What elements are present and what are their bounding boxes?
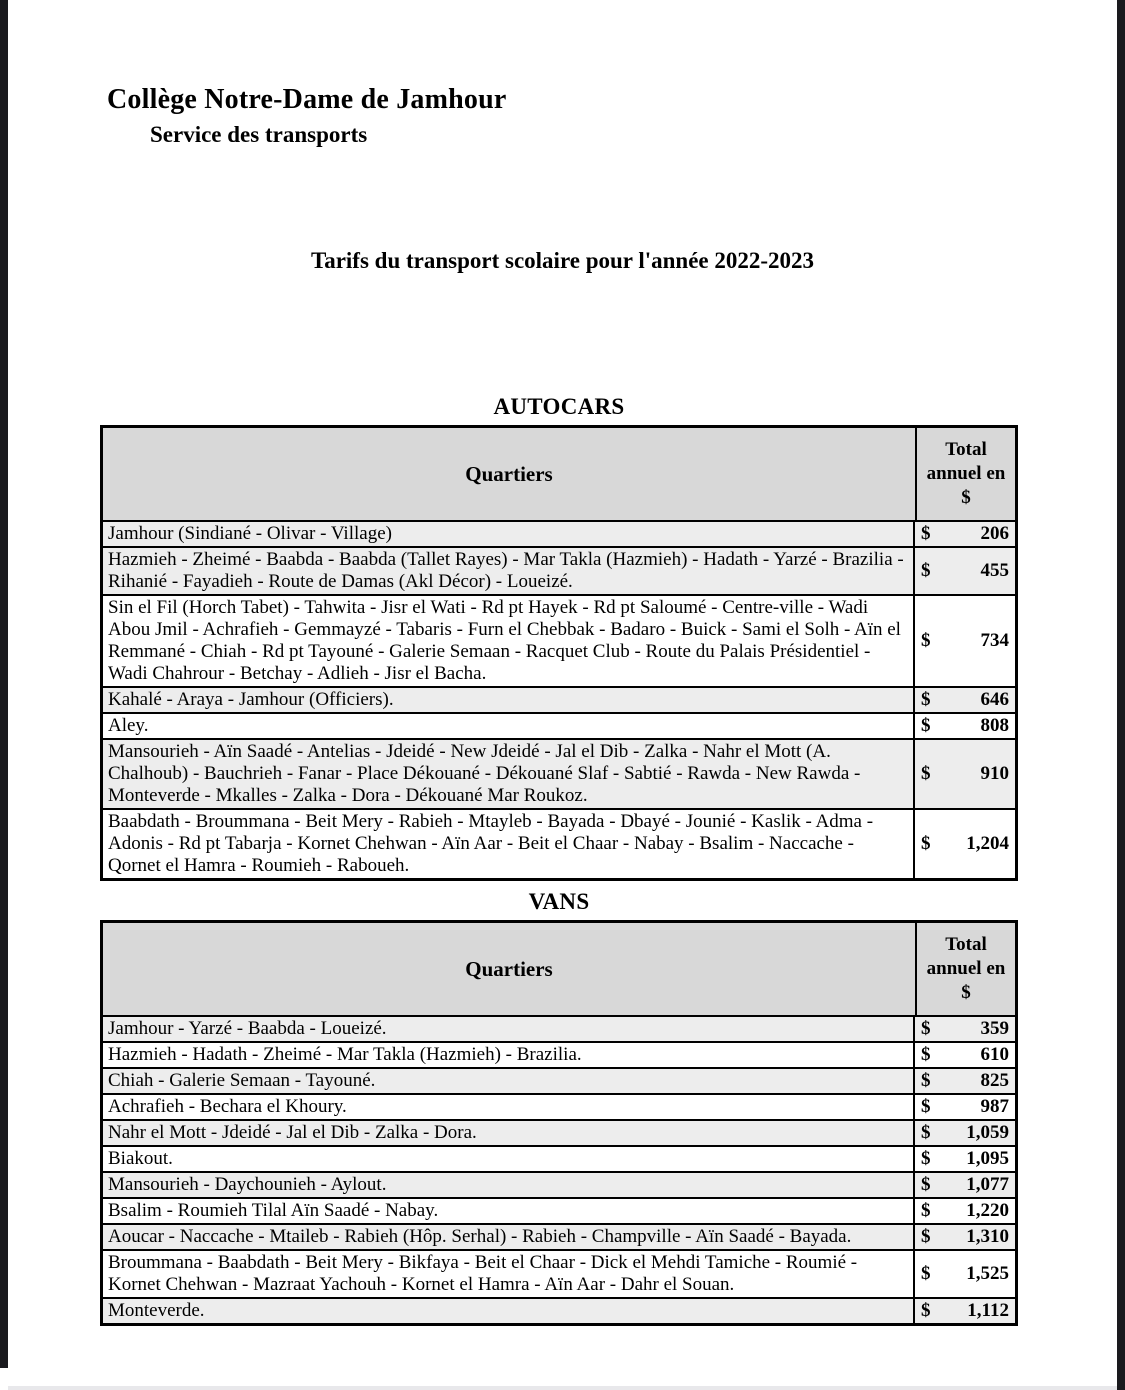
quartiers-cell: Jamhour (Sindiané - Olivar - Village) (108, 523, 392, 544)
table-header-row (103, 923, 1015, 1015)
table-row (103, 1297, 1015, 1323)
table-row (103, 1015, 1015, 1041)
table-row (103, 1171, 1015, 1197)
amount-value: 646 (980, 689, 1009, 710)
currency-symbol: $ (921, 1200, 931, 1221)
amount-value: 1,525 (966, 1263, 1009, 1284)
currency-symbol: $ (921, 1096, 931, 1117)
price-cell (913, 688, 1015, 712)
amount-value: 1,310 (966, 1226, 1009, 1247)
vans-section (100, 889, 1018, 1326)
quartiers-cell: Biakout. (108, 1148, 173, 1169)
quartiers-cell: Sin el Fil (Horch Tabet) - Tahwita - Jisr el Wati - Rd pt Hayek - Rd pt Saloumé - Centre-ville - Wadi Abou Jmil - Achrafieh - Gemmayzé - Tabaris - Furn el Chebbak - Badaro - Buick - Sami el Solh - Aïn el Remmané - Chiah - Rd pt Tayouné - Galerie Semaan - Racquet Club - Route du Palais Présidentiel - Wadi Chahrour - Betchay - Adlieh - Jisr el Bacha. (108, 597, 901, 684)
table-row (103, 1041, 1015, 1067)
table-row (103, 520, 1015, 546)
price-cell (913, 1017, 1015, 1041)
table-row (103, 594, 1015, 686)
amount-value: 1,204 (966, 833, 1009, 854)
price-cell (913, 1069, 1015, 1093)
currency-symbol: $ (921, 763, 931, 784)
table-row (103, 1223, 1015, 1249)
table-row (103, 686, 1015, 712)
table-row (103, 1119, 1015, 1145)
price-cell (913, 1199, 1015, 1223)
currency-symbol: $ (921, 833, 931, 854)
table-row (103, 738, 1015, 808)
currency-symbol: $ (921, 1044, 931, 1065)
table-row (103, 1197, 1015, 1223)
viewer-edge-left (0, 0, 8, 1368)
quartiers-cell: Monteverde. (108, 1300, 205, 1321)
quartiers-cell: Broummana - Baabdath - Beit Mery - Bikfaya - Beit el Chaar - Dick el Mehdi Tamiche - Roumié - Kornet Chehwan - Mazraat Yachouh - Kornet el Hamra - Aïn Aar - Dahr el Souan. (108, 1252, 858, 1295)
price-cell (913, 1299, 1015, 1323)
table-row (103, 712, 1015, 738)
quartiers-cell: Jamhour - Yarzé - Baabda - Loueizé. (108, 1018, 387, 1039)
amount-value: 734 (980, 630, 1009, 651)
currency-symbol: $ (921, 715, 931, 736)
table-row (103, 1145, 1015, 1171)
autocars-table (100, 425, 1018, 881)
price-cell (913, 714, 1015, 738)
autocars-section (100, 394, 1018, 881)
quartiers-cell: Bsalim - Roumieh Tilal Aïn Saadé - Nabay. (108, 1200, 439, 1221)
table-row (103, 1249, 1015, 1297)
currency-symbol: $ (921, 1226, 931, 1247)
price-cell (913, 596, 1015, 686)
vans-table-body (103, 1015, 1015, 1323)
table-row (103, 1093, 1015, 1119)
amount-value: 1,112 (967, 1300, 1009, 1321)
amount-value: 1,220 (966, 1200, 1009, 1221)
table-header-row (103, 428, 1015, 520)
price-cell (913, 810, 1015, 878)
amount-value: 206 (980, 523, 1009, 544)
total-header: Total annuel en $ (915, 428, 1015, 520)
org-title: Collège Notre-Dame de Jamhour (107, 84, 507, 115)
price-cell (913, 1225, 1015, 1249)
currency-symbol: $ (921, 1070, 931, 1091)
currency-symbol: $ (921, 1263, 931, 1284)
quartiers-cell: Aoucar - Naccache - Mtaileb - Rabieh (Hôp. Serhal) - Rabieh - Champville - Aïn Saadé - Bayada. (108, 1226, 852, 1247)
price-cell (913, 1121, 1015, 1145)
amount-value: 825 (980, 1070, 1009, 1091)
quartiers-cell: Mansourieh - Aïn Saadé - Antelias - Jdeidé - New Jdeidé - Jal el Dib - Zalka - Nahr el Mott (A. Chalhoub) - Bauchrieh - Fanar - Place Dékouané - Dékouané Slaf - Sabtié - Rawda - New Rawda - Monteverde - Mkalles - Zalka - Dora - Dékouané Mar Roukoz. (108, 741, 861, 806)
amount-value: 1,077 (966, 1174, 1009, 1195)
quartiers-cell: Nahr el Mott - Jdeidé - Jal el Dib - Zalka - Dora. (108, 1122, 477, 1143)
currency-symbol: $ (921, 523, 931, 544)
currency-symbol: $ (921, 689, 931, 710)
amount-value: 610 (980, 1044, 1009, 1065)
document-title: Tarifs du transport scolaire pour l'année 2022-2023 (310, 248, 815, 273)
amount-value: 987 (980, 1096, 1009, 1117)
currency-symbol: $ (921, 630, 931, 651)
autocars-heading: AUTOCARS (493, 394, 625, 419)
price-cell (913, 522, 1015, 546)
price-cell (913, 1043, 1015, 1067)
quartiers-header: Quartiers (465, 956, 553, 981)
currency-symbol: $ (921, 1018, 931, 1039)
dept-subtitle: Service des transports (150, 122, 368, 147)
price-cell (913, 740, 1015, 808)
currency-symbol: $ (921, 560, 931, 581)
currency-symbol: $ (921, 1300, 931, 1321)
viewer-edge-right (1117, 0, 1125, 1390)
vans-heading: VANS (528, 889, 590, 914)
currency-symbol: $ (921, 1148, 931, 1169)
quartiers-cell: Achrafieh - Bechara el Khoury. (108, 1096, 347, 1117)
table-row (103, 546, 1015, 594)
amount-value: 455 (980, 560, 1009, 581)
quartiers-cell: Aley. (108, 715, 149, 736)
price-cell (913, 1251, 1015, 1297)
quartiers-cell: Hazmieh - Zheimé - Baabda - Baabda (Tallet Rayes) - Mar Takla (Hazmieh) - Hadath - Yarzé - Brazilia - Rihanié - Fayadieh - Route de Damas (Akl Décor) - Loueizé. (108, 549, 904, 592)
price-cell (913, 1095, 1015, 1119)
currency-symbol: $ (921, 1122, 931, 1143)
price-cell (913, 1147, 1015, 1171)
amount-value: 910 (980, 763, 1009, 784)
amount-value: 1,095 (966, 1148, 1009, 1169)
quartiers-cell: Baabdath - Broummana - Beit Mery - Rabieh - Mtayleb - Bayada - Dbayé - Jounié - Kaslik - Adma - Adonis - Rd pt Tabarja - Kornet Chehwan - Aïn Aar - Beit el Chaar - Nabay - Bsalim - Naccache - Qornet el Hamra - Roumieh - Raboueh. (108, 811, 874, 876)
price-cell (913, 1173, 1015, 1197)
amount-value: 359 (980, 1018, 1009, 1039)
autocars-table-body (103, 520, 1015, 878)
viewer-edge-bottom (8, 1386, 1117, 1390)
vans-table (100, 920, 1018, 1326)
quartiers-cell: Kahalé - Araya - Jamhour (Officiers). (108, 689, 394, 710)
currency-symbol: $ (921, 1174, 931, 1195)
price-cell (913, 548, 1015, 594)
amount-value: 1,059 (966, 1122, 1009, 1143)
table-row (103, 808, 1015, 878)
quartiers-cell: Hazmieh - Hadath - Zheimé - Mar Takla (Hazmieh) - Brazilia. (108, 1044, 582, 1065)
quartiers-header: Quartiers (465, 461, 553, 486)
quartiers-cell: Mansourieh - Daychounieh - Aylout. (108, 1174, 387, 1195)
table-row (103, 1067, 1015, 1093)
quartiers-cell: Chiah - Galerie Semaan - Tayouné. (108, 1070, 376, 1091)
amount-value: 808 (980, 715, 1009, 736)
total-header: Total annuel en $ (915, 923, 1015, 1015)
